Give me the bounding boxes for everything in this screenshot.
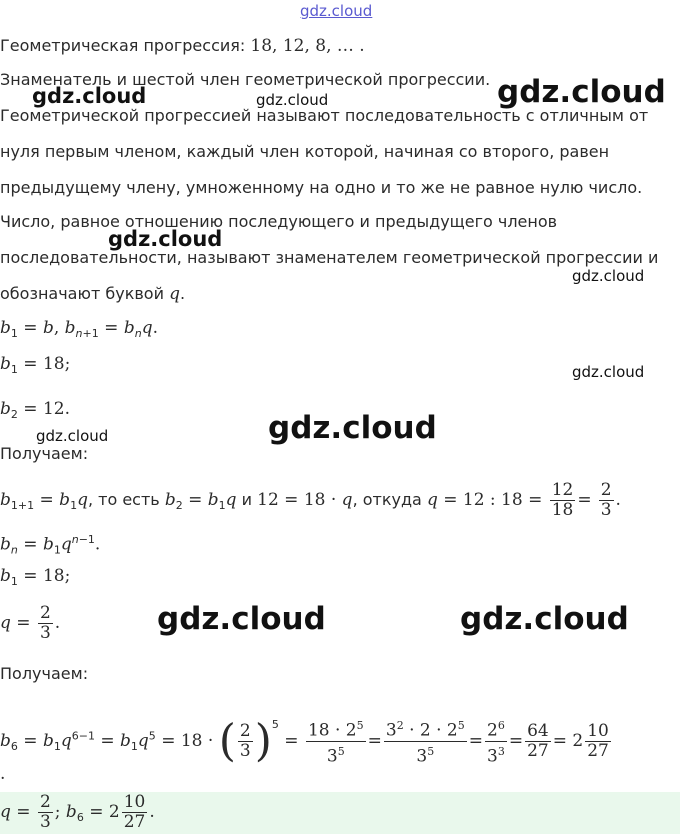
watermark: gdz.cloud (268, 410, 437, 446)
intro-label: Геометрическая прогрессия: (0, 36, 246, 55)
intro-sequence: 18, 12, 8, … . (250, 36, 365, 56)
definition-line: последовательности, называют знаменателем геометрической прогрессии и (0, 248, 659, 267)
word-and: и (241, 490, 253, 509)
site-header-link[interactable]: gdz.cloud (300, 2, 373, 20)
formula-nth-term: $b_n = b_1q^{n-1}$. (0, 533, 101, 557)
watermark: gdz.cloud (572, 363, 645, 381)
watermark: gdz.cloud (572, 267, 645, 285)
formula-b6: $b_6 = b_1q^{6-1} = b_1q^5 = 18$ · ( $\frac{2}{3}$ )$^5$ = $\frac{18 \cdot 2^5}{3^5}$ = $\frac{3^2 \cdot 2 \cdot 2^5}{3^5}$ = $\frac{2^6}{3^3}$ = $\frac{64}{27}$ = 2 $\frac{10}{27}$ (0, 715, 609, 767)
watermark: gdz.cloud (108, 227, 223, 251)
formula-definition: $b_1 = b$, $b_{n+1} = b_nq$. (0, 318, 158, 341)
formula-b1: $b_1 = 18$; (0, 354, 71, 377)
answer-line: q = $\frac{2}{3}$ ; $b_6 = 2$ $\frac{10}{27}$ . (0, 792, 155, 832)
formula-b1-again: $b_1 = 18$; (0, 566, 71, 589)
watermark: gdz.cloud (460, 601, 629, 637)
intro-line (0, 36, 365, 56)
formula-denominator: $b_{1+1} = b_1q$, то есть $b_2 = b_1q$ и 12 = 18 · q, откуда q = 12 : 18 = $\frac{12}{18}$ = $\frac{2}{3}$ . (0, 480, 621, 520)
word-that-is: то есть (98, 490, 160, 509)
get-label-2: Получаем: (0, 664, 89, 683)
denote-text: обозначают буквой (0, 284, 164, 303)
formula-b2: $b_2 = 12$. (0, 399, 70, 422)
word-whence: откуда (362, 490, 422, 509)
watermark: gdz.cloud (256, 91, 329, 109)
definition-line: нуля первым членом, каждый член которой, начиная со второго, равен (0, 142, 610, 161)
definition-line: предыдущему члену, умноженному на одно и то же не равное нулю число. (0, 178, 643, 197)
watermark: gdz.cloud (36, 427, 109, 445)
definition-line: Геометрической прогрессией называют последовательность с отличным от (0, 106, 649, 125)
q-symbol: q (169, 284, 180, 304)
definition-line: Число, равное отношению последующего и предыдущего членов (0, 212, 558, 231)
section-heading: Знаменатель и шестой член геометрической прогрессии. (0, 70, 491, 89)
definition-line: обозначают буквой q. (0, 284, 186, 304)
watermark: gdz.cloud (497, 74, 666, 110)
formula-q-value: q = $\frac{2}{3}$ . (0, 603, 61, 643)
watermark: gdz.cloud (157, 601, 326, 637)
dot: . (0, 764, 6, 784)
get-label: Получаем: (0, 444, 89, 463)
watermark: gdz.cloud (32, 84, 147, 108)
